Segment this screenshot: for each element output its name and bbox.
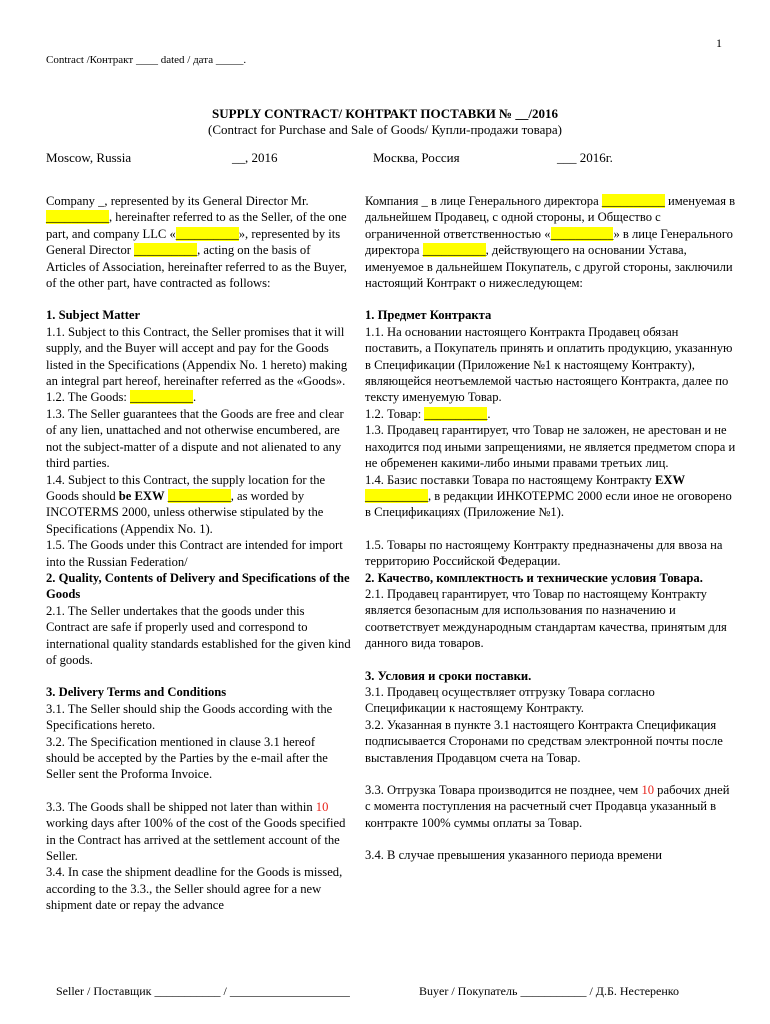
clause-1-5: 1.5. The Goods under this Contract are intended for import into the Russian Federation/ xyxy=(46,538,343,569)
page-number: 1 xyxy=(716,36,722,50)
clause-2-1: 2.1. The Seller undertakes that the goods under this Contract are safe if properly used and correspond to international quality standards established for the given kind of goods. xyxy=(46,603,351,667)
section-heading: 2. Качество, комплектность и технические условия Товара. xyxy=(365,570,703,585)
blank-field[interactable]: __________ xyxy=(550,226,614,241)
clause-3-4: 3.4. В случае превышения указанного периода времени xyxy=(365,848,662,863)
section-heading: 1. Предмет Контракта xyxy=(365,308,492,323)
city-date-row xyxy=(0,150,770,168)
blank-field[interactable]: __________ xyxy=(365,488,428,503)
contract-subtitle: (Contract for Purchase and Sale of Goods/ Купли-продажи товара) xyxy=(208,122,562,137)
clause-3-4: 3.4. In case the shipment deadline for the Goods is missed, according to the 3.3., the Seller should agree for a new shipment date or repay the advance xyxy=(46,865,343,913)
city-en: Moscow, Russia xyxy=(46,150,132,165)
blank-field[interactable]: __________ xyxy=(130,390,194,405)
buyer-signature-line: Buyer / Покупатель ___________ / Д.Б. Нестеренко xyxy=(419,984,680,998)
clause-3-1: 3.1. The Seller should ship the Goods according with the Specifications hereto. xyxy=(46,701,333,733)
clause-3-2: 3.2. The Specification mentioned in clause 3.1 hereof should be accepted by the Parties by the e-mail after the Seller sent the Proforma Invoice. xyxy=(46,734,328,782)
clause-1-1: 1.1. На основании настоящего Контракта Продавец обязан поставить, а Покупатель принять и оплатить продукцию, указанную в Спецификации (Приложение №1 к настоящему Контракту), являющейся неотъемлемой частью настоящего Контракта, далее по тексту именуемую Товар. xyxy=(365,324,733,405)
clause-1-2: 1.2. Товар: __________. xyxy=(365,406,491,421)
clause-1-2: 1.2. The Goods: __________. xyxy=(46,390,197,405)
contract-title-block xyxy=(0,106,770,138)
blank-field[interactable]: __________ xyxy=(601,194,665,208)
section-heading: 3. Условия и сроки поставки. xyxy=(365,668,532,683)
clause-1-4: 1.4. Subject to this Contract, the supply location for the Goods should be EXW __________, as worded by INCOTERMS 2000, unless otherwise stipulated by the Specifications (Appendix No. 1). xyxy=(46,472,326,536)
clause-3-3: 3.3. The Goods shall be shipped not later than within 10 working days after 100% of the cost of the Goods specified in the Contract has arrived at the settlement account of the Seller. xyxy=(46,799,346,864)
section-heading: 2. Quality, Contents of Delivery and Specifications of the Goods xyxy=(46,570,350,602)
english-column xyxy=(46,193,351,914)
blank-field[interactable]: __________ xyxy=(424,406,488,421)
clause-3-3: 3.3. Отгрузка Товара производится не позднее, чем 10 рабочих дней с момента поступления на расчетный счет Продавца указанный в контракте 100% суммы оплаты за Товар. xyxy=(365,783,730,830)
clause-1-3: 1.3. The Seller guarantees that the Goods are free and clear of any lien, unattached and not otherwise encumbered, are not the subject-matter of a dispute and not alienated to any third parties. xyxy=(46,406,344,471)
blank-field[interactable]: __________ xyxy=(134,243,198,258)
blank-field[interactable]: __________ xyxy=(167,488,231,503)
clause-1-3: 1.3. Продавец гарантирует, что Товар не заложен, не арестован и не находится под иными запрещениями, не является предметом спора и не обременен какими-либо иными правами третьих лиц. xyxy=(365,423,736,471)
days-number: 10 xyxy=(315,799,329,814)
contract-reference: Contract /Контракт ____ dated / дата _____. xyxy=(46,54,247,66)
date-en: __, 2016 xyxy=(232,150,278,165)
contract-title: SUPPLY CONTRACT/ КОНТРАКТ ПОСТАВКИ № __/2016 xyxy=(212,106,558,121)
clause-2-1: 2.1. Продавец гарантирует, что Товар по настоящему Контракту является безопасным для использования по назначению и соответствует международным стандартам качества, принятым для данного вида товаров. xyxy=(365,586,727,651)
russian-column xyxy=(365,193,737,864)
section-heading: 3. Delivery Terms and Conditions xyxy=(46,685,227,700)
section-heading: 1. Subject Matter xyxy=(46,308,141,323)
city-ru: Москва, Россия xyxy=(373,150,460,165)
intro-paragraph: Company _, represented by its General Director Mr. __________, hereinafter referred to as the Seller, of the one part, and company LLC «__________», represented by its General Director __________, acting on the basis of Articles of Association, hereinafter referred to as the Buyer, of the other part, have contracted as follows: xyxy=(46,194,347,291)
days-number: 10 xyxy=(641,783,655,797)
clause-1-5: 1.5. Товары по настоящему Контракту предназначены для ввоза на территорию Российской Федерации. xyxy=(365,537,723,569)
clause-1-4: 1.4. Базис поставки Товара по настоящему Контракту EXW __________, в редакции ИНКОТЕРМС 2000 если иное не оговорено в Спецификациях (Приложение №1). xyxy=(365,472,732,520)
blank-field[interactable]: __________ xyxy=(175,226,239,241)
intro-paragraph: Компания _ в лице Генерального директора __________ именуемая в дальнейшем Продавец, с одной стороны, и Общество с ограниченной ответственностью «__________» в лице Генерального директора __________, действующего на основании Устава, именуемое в дальнейшем Покупатель, с другой стороны, заключили настоящий Контракт о нижеследующем: xyxy=(365,194,736,291)
blank-field[interactable]: __________ xyxy=(46,210,109,225)
clause-3-2: 3.2. Указанная в пункте 3.1 настоящего Контракта Спецификация подписывается Сторонами по средствам электронной почты после выставления Продавцом счета на Товар. xyxy=(365,717,723,765)
blank-field[interactable]: __________ xyxy=(422,243,486,258)
seller-signature-line: Seller / Поставщик ___________ / ____________________ xyxy=(56,984,350,998)
clause-1-1: 1.1. Subject to this Contract, the Seller promises that it will supply, and the Buyer will accept and pay for the Goods listed in the Specifications (Appendix No. 1 hereto) making an integral part hereof, hereinafter referred as the «Goods». xyxy=(46,324,348,389)
date-ru: ___ 2016г. xyxy=(557,150,613,165)
clause-3-1: 3.1. Продавец осуществляет отгрузку Товара согласно Спецификации к настоящему Контракту. xyxy=(365,684,655,716)
